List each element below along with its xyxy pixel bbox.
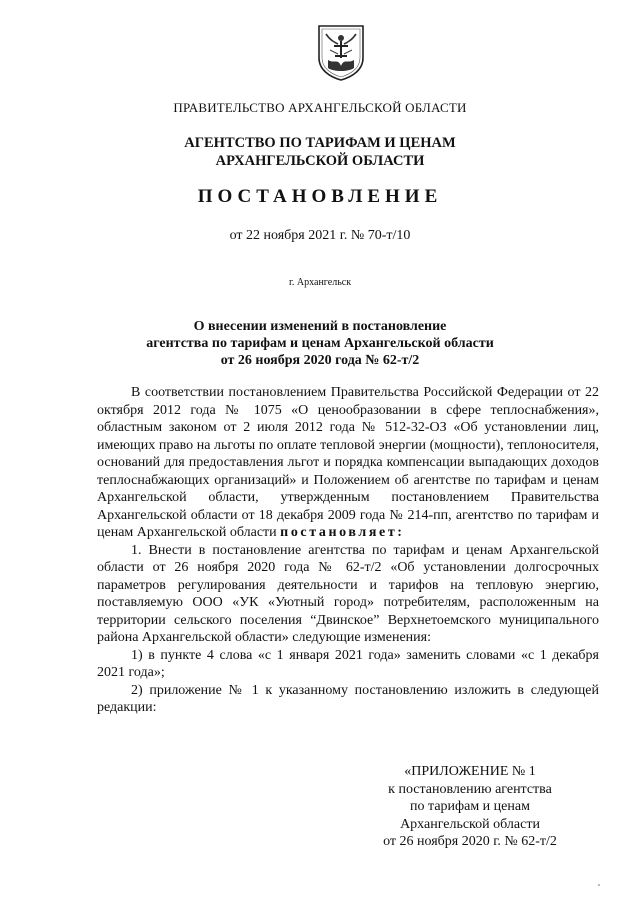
appendix-line5: от 26 ноября 2020 г. № 62-т/2 bbox=[383, 834, 557, 849]
subject-line3: от 26 ноября 2020 года № 62-т/2 bbox=[220, 353, 420, 368]
government-title: ПРАВИТЕЛЬСТВО АРХАНГЕЛЬСКОЙ ОБЛАСТИ bbox=[173, 100, 467, 115]
subject-line2: агентства по тарифам и ценам Архангельской области bbox=[146, 336, 494, 351]
document-city: г. Архангельск bbox=[288, 277, 352, 288]
item-1-paragraph: 1. Внести в постановление агентства по тарифам и ценам Архангельской области от 26 ноября 2020 года № 62-т/2 «Об установлении долгосрочных параметров регулирования деятельности и тарифов на тепловую энергию, поставляемую ООО «УК «Уютный город» потребителям, расположенным на территории сельского поселения “Двинское” Верхнетоемского муниципального района Архангельской области» следующие изменения: bbox=[97, 542, 599, 645]
appendix-line4: Архангельской области bbox=[400, 816, 540, 832]
appendix-header bbox=[350, 763, 590, 851]
appendix-line2: к постановлению агентства bbox=[388, 781, 552, 797]
agency-title-line1: АГЕНТСТВО ПО ТАРИФАМ И ЦЕНАМ bbox=[184, 135, 456, 151]
document-date-number: от 22 ноября 2021 г. № 70-т/10 bbox=[229, 228, 411, 243]
subitem-1-paragraph: 1) в пункте 4 слова «с 1 января 2021 года» заменить словами «с 1 декабря 2021 года»; bbox=[97, 647, 599, 680]
preamble-paragraph bbox=[97, 384, 599, 542]
appendix-line1: «ПРИЛОЖЕНИЕ № 1 bbox=[404, 764, 536, 779]
document-type: ПОСТАНОВЛЕНИЕ bbox=[197, 186, 443, 207]
document-subject bbox=[0, 318, 640, 369]
resolves-word: постановляет: bbox=[280, 525, 405, 540]
subject-line1: О внесении изменений в постановление bbox=[193, 319, 447, 334]
document-body bbox=[97, 384, 599, 717]
subitem-2-paragraph: 2) приложение № 1 к указанному постановлению изложить в следующей редакции: bbox=[97, 682, 599, 715]
preamble-text: В соответствии постановлением Правительства Российской Федерации от 22 октября 2012 года № 1075 «О ценообразовании в сфере теплоснабжения», областным законом от 2 июля 2012 года № 512-32-ОЗ «Об установлении лиц, имеющих право на льготы по оплате тепловой энергии (мощности), теплоносителя, оснований для предоставления льгот и порядка компенсации выпадающих доходов теплоснабжающих организаций» и Положением об агентстве по тарифам и ценам Архангельской области, утвержденным постановлением Правительства Архангельской области от 18 декабря 2009 года № 214-пп, агентство по тарифам и ценам Архангельской области bbox=[97, 385, 599, 540]
appendix-line3: по тарифам и ценам bbox=[410, 799, 530, 814]
agency-title-line2: АРХАНГЕЛЬСКОЙ ОБЛАСТИ bbox=[215, 153, 425, 169]
agency-title bbox=[0, 134, 640, 170]
coat-of-arms-emblem bbox=[316, 24, 366, 82]
scan-speck bbox=[598, 884, 600, 886]
